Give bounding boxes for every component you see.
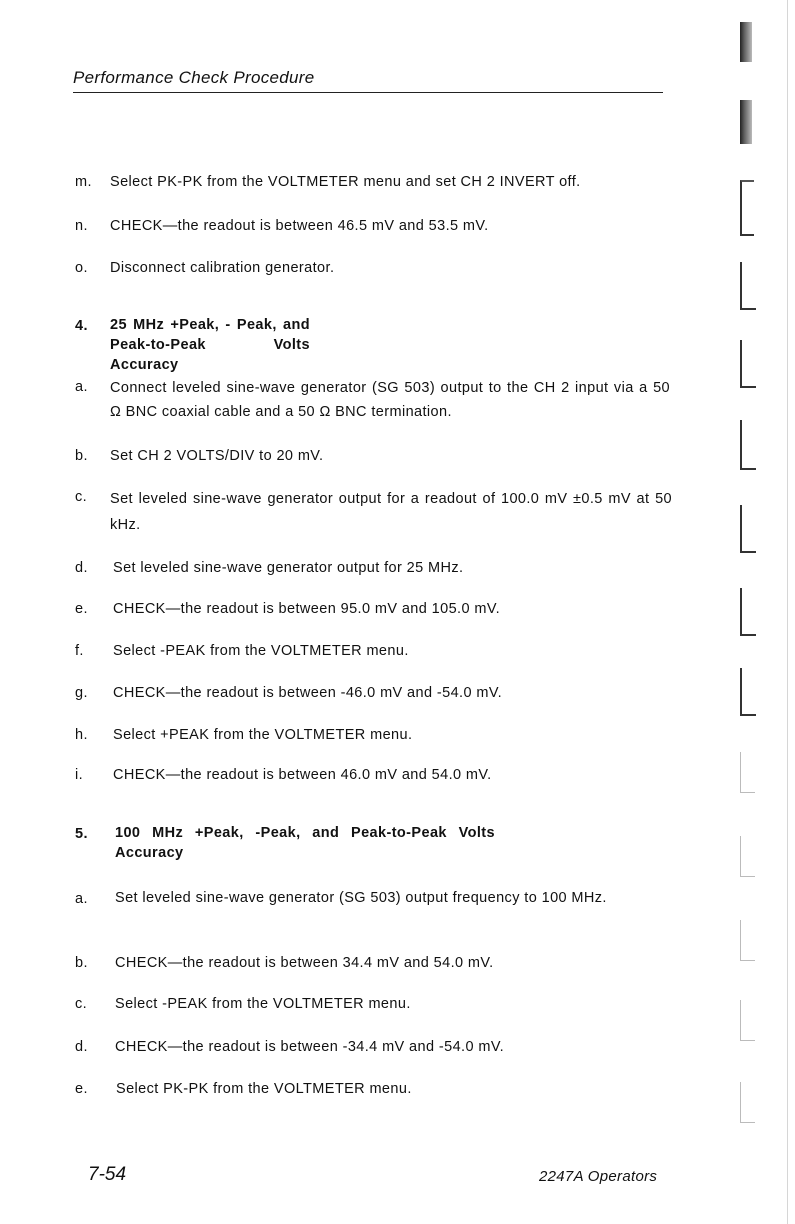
step-label: g.: [75, 685, 88, 701]
step-text: CHECK—the readout is between -46.0 mV and -54.0 mV.: [113, 685, 503, 701]
step-text: Set leveled sine-wave generator output for 25 MHz.: [113, 560, 464, 576]
step-label: m.: [75, 174, 92, 190]
step-label: e.: [75, 1081, 88, 1097]
step-label: b.: [75, 448, 88, 464]
edge-tab-marks: [730, 0, 795, 1224]
step-label: h.: [75, 727, 88, 743]
step-label: a.: [75, 891, 88, 907]
page-edge-line: [787, 0, 788, 1224]
step-text: Select -PEAK from the VOLTMETER menu.: [113, 643, 409, 659]
step-text: Select -PEAK from the VOLTMETER menu.: [115, 996, 411, 1012]
step-text: Select PK-PK from the VOLTMETER menu.: [116, 1081, 412, 1097]
edge-tab-mark: [740, 262, 756, 310]
step-text: CHECK—the readout is between -34.4 mV and -54.0 mV.: [115, 1039, 505, 1055]
step-text: Select +PEAK from the VOLTMETER menu.: [113, 727, 413, 743]
edge-tab-mark: [740, 505, 756, 553]
step-text: Connect leveled sine-wave generator (SG 503) output to the CH 2 input via a 50 Ω BNC coaxial cable and a 50 Ω BNC termination.: [110, 380, 670, 420]
section-title: 100 MHz +Peak, -Peak, and Peak-to-Peak Volts Accuracy: [115, 825, 495, 861]
step-label: i.: [75, 767, 84, 783]
step-text: CHECK—the readout is between 95.0 mV and 105.0 mV.: [113, 601, 501, 617]
step-label: b.: [75, 955, 88, 971]
section-number: 4.: [75, 318, 88, 334]
edge-tab-mark: [740, 588, 756, 636]
step-text: Set leveled sine-wave generator output for a readout of 100.0 mV ±0.5 mV at 50 kHz.: [110, 491, 672, 533]
section-title: 25 MHz +Peak, - Peak, and Peak-to-Peak Volts Accuracy: [110, 317, 310, 373]
step-label: f.: [75, 643, 84, 659]
edge-tab-mark: [740, 22, 752, 62]
edge-tab-mark: [740, 100, 752, 144]
step-label: d.: [75, 1039, 88, 1055]
step-label: e.: [75, 601, 88, 617]
manual-title: 2247A Operators: [539, 1168, 658, 1185]
step-label: c.: [75, 996, 88, 1012]
step-text: Set leveled sine-wave generator (SG 503) output frequency to 100 MHz.: [115, 890, 607, 906]
step-label: o.: [75, 260, 88, 276]
edge-tab-mark: [740, 1000, 755, 1041]
step-label: c.: [75, 489, 88, 505]
section-number: 5.: [75, 826, 88, 842]
step-text: Select PK-PK from the VOLTMETER menu and set CH 2 INVERT off.: [110, 174, 581, 190]
step-label: d.: [75, 560, 88, 576]
step-label: a.: [75, 379, 88, 395]
edge-tab-mark: [740, 340, 756, 388]
step-text: Disconnect calibration generator.: [110, 260, 335, 276]
page-header: Performance Check Procedure: [73, 68, 663, 93]
step-text: CHECK—the readout is between 46.5 mV and 53.5 mV.: [110, 218, 489, 234]
edge-tab-mark: [740, 180, 754, 236]
page-number: 7-54: [88, 1164, 127, 1185]
step-text: CHECK—the readout is between 46.0 mV and 54.0 mV.: [113, 767, 492, 783]
edge-tab-mark: [740, 1082, 755, 1123]
step-label: n.: [75, 218, 88, 234]
edge-tab-mark: [740, 752, 755, 793]
step-text: CHECK—the readout is between 34.4 mV and 54.0 mV.: [115, 955, 494, 971]
step-text: Set CH 2 VOLTS/DIV to 20 mV.: [110, 448, 324, 464]
edge-tab-mark: [740, 920, 755, 961]
edge-tab-mark: [740, 420, 756, 470]
edge-tab-mark: [740, 668, 756, 716]
edge-tab-mark: [740, 836, 755, 877]
